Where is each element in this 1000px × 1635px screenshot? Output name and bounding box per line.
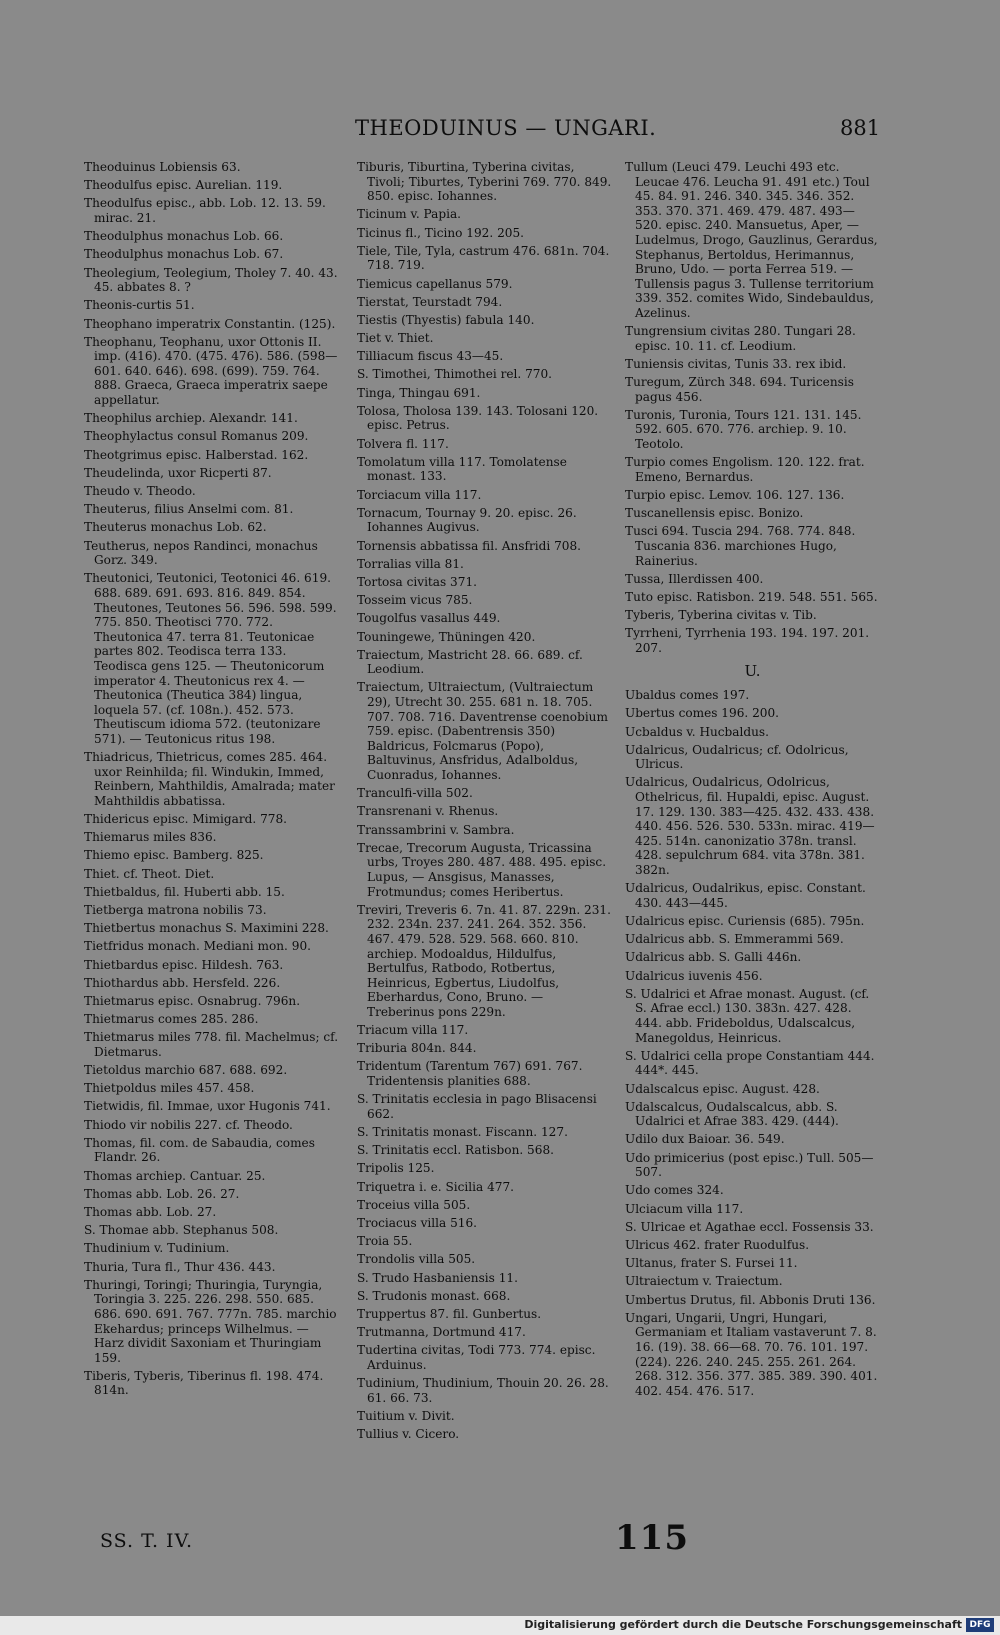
index-entry: Ucbaldus v. Hucbaldus.: [625, 724, 769, 739]
credit-text: Digitalisierung gefördert durch die Deutsche Forschungsgemeinschaft: [524, 1618, 962, 1631]
index-entry: Udalricus, Oudalricus, Odolricus, Othelricus, fil. Hupaldi, episc. August. 17. 129. 130. 383—425. 432. 433. 438. 440. 456. 526. 530. 533n. mirac. 419—425. 514n. canonizatio 378n. transl. 428. sepulchrum 684. vita 378n. 381. 382n.: [625, 775, 875, 878]
index-entry: Tiemicus capellanus 579.: [357, 276, 513, 291]
index-entry: Tullius v. Cicero.: [357, 1427, 460, 1442]
index-entry: Transrenani v. Rhenus.: [357, 804, 499, 819]
index-entry: Theudo v. Theodo.: [84, 484, 196, 498]
index-entry: Udilo dux Baioar. 36. 549.: [625, 1132, 785, 1147]
index-entry: Tyrrheni, Tyrrhenia 193. 194. 197. 201. 207.: [625, 626, 870, 655]
index-entry: Udalricus abb. S. Galli 446n.: [625, 950, 802, 965]
index-entry: Tougolfus vasallus 449.: [357, 611, 501, 626]
index-entry: Theonis-curtis 51.: [84, 298, 195, 313]
sheet-number: 115: [615, 1518, 689, 1558]
index-entry: Ticinus fl., Ticino 192. 205.: [357, 225, 524, 240]
index-entry: Thomas, fil. com. de Sabaudia, comes Flandr. 26.: [84, 1135, 315, 1165]
index-entry: Tiestis (Thyestis) fabula 140.: [357, 312, 535, 327]
index-entry: Touningewe, Thüningen 420.: [357, 629, 536, 644]
index-entry: Thiemarus miles 836.: [84, 830, 217, 845]
index-entry: Udalricus abb. S. Emmerammi 569.: [625, 932, 844, 947]
index-entry: Tuscanellensis episc. Bonizo.: [625, 506, 804, 521]
index-entry: Tinga, Thingau 691.: [357, 385, 481, 400]
index-entry: S. Udalrici et Afrae monast. August. (cf. S. Afrae eccl.) 130. 383n. 427. 428. 444. abb. Frideboldus, Udalscalcus, Manegoldus, Heinricus.: [625, 986, 870, 1045]
index-entry: Turpio comes Engolism. 120. 122. frat. Emeno, Bernardus.: [625, 455, 865, 484]
index-entry: Ticinum v. Papia.: [357, 207, 462, 222]
index-entry: Tyberis, Tyberina civitas v. Tib.: [625, 608, 817, 623]
index-entry: Transsambrini v. Sambra.: [357, 822, 515, 837]
index-entry: Theodulphus monachus Lob. 66.: [84, 229, 284, 244]
index-entry: Ungari, Ungarii, Ungri, Hungari, Germaniam et Italiam vastaverunt 7. 8. 16. (19). 38. 66—68. 70. 76. 101. 197. (224). 226. 240. 245. 255. 261. 264. 268. 312. 356. 377. 385. 389. 390. 401. 402. 454. 476. 517.: [625, 1310, 878, 1398]
index-entry: Udo primicerius (post episc.) Tull. 505—507.: [625, 1150, 874, 1180]
index-entry: S. Trinitatis ecclesia in pago Blisacensi 662.: [357, 1092, 597, 1121]
index-entry: Tornacum, Tournay 9. 20. episc. 26. Iohannes Augivus.: [357, 505, 577, 535]
index-entry: S. Trudonis monast. 668.: [357, 1288, 511, 1303]
index-entry: Torralias villa 81.: [357, 556, 464, 571]
index-entry: Theodulphus monachus Lob. 67.: [84, 247, 284, 262]
index-entry: Thietmarus comes 285. 286.: [84, 1012, 259, 1027]
index-entry: Theoduinus Lobiensis 63.: [84, 160, 241, 174]
index-entry: Tiburis, Tiburtina, Tyberina civitas, Tivoli; Tiburtes, Tyberini 769. 770. 849. 850. episc. Iohannes.: [357, 160, 612, 204]
index-entry: Thiothardus abb. Hersfeld. 226.: [84, 975, 281, 990]
index-entry: Thietmarus episc. Osnabrug. 796n.: [84, 993, 301, 1008]
index-entry: Thidericus episc. Mimigard. 778.: [84, 812, 287, 827]
index-entry: Tomolatum villa 117. Tomolatense monast. 133.: [357, 454, 567, 484]
index-entry: Tolosa, Tholosa 139. 143. Tolosani 120. episc. Petrus.: [357, 403, 599, 433]
index-entry: Udalricus episc. Curiensis (685). 795n.: [625, 914, 865, 928]
index-entry: Theuterus monachus Lob. 62.: [84, 520, 267, 535]
index-entry: Theophylactus consul Romanus 209.: [84, 429, 309, 444]
index-entry: Triquetra i. e. Sicilia 477.: [357, 1179, 515, 1194]
index-entry: Truppertus 87. fil. Gunbertus.: [357, 1306, 542, 1321]
index-entry: Ulciacum villa 117.: [625, 1201, 744, 1216]
index-entry: S. Trudo Hasbaniensis 11.: [357, 1270, 518, 1285]
index-entry: Thietpoldus miles 457. 458.: [84, 1081, 255, 1096]
index-entry: Thuringi, Toringi; Thuringia, Turyngia, Toringia 3. 225. 226. 298. 550. 685. 686. 690. 691. 767. 777n. 785. marchio Ekehardus; princeps Wilhelmus. — Harz dividit Saxoniam et Thuringiam 159.: [84, 1277, 337, 1365]
index-entry: Tiet v. Thiet.: [357, 331, 434, 346]
index-entry: Tortosa civitas 371.: [357, 574, 477, 589]
index-entry: Tietfridus monach. Mediani mon. 90.: [84, 939, 311, 954]
index-entry: Treviri, Treveris 6. 7n. 41. 87. 229n. 231. 232. 234n. 237. 241. 264. 352. 356. 467. 479. 528. 529. 568. 660. 810. archiep. Modoaldus, Hildulfus, Bertulfus, Ratbodo, Rotbertus, Heinricus, Egbertus, Liudolfus, Eberhardus, Cono, Bruno. — Treberinus pons 229n.: [357, 902, 611, 1019]
index-entry: Udo comes 324.: [625, 1183, 724, 1198]
index-entry: Udalscalcus episc. August. 428.: [625, 1081, 820, 1096]
index-entry: Theodulfus episc., abb. Lob. 12. 13. 59. mirac. 21.: [84, 196, 326, 225]
index-entry: Tietwidis, fil. Immae, uxor Hugonis 741.: [84, 1099, 331, 1114]
index-entry: Trutmanna, Dortmund 417.: [357, 1325, 526, 1340]
index-entry: Tietoldus marchio 687. 688. 692.: [84, 1063, 288, 1078]
index-entry: Thiadricus, Thietricus, comes 285. 464. uxor Reinhilda; fil. Windukin, Immed, Reinbern, Mahthildis, Amalrada; mater Mahthildis abbatissa.: [84, 750, 335, 808]
section-letter: U.: [744, 661, 761, 680]
index-entry: Tusci 694. Tuscia 294. 768. 774. 848. Tuscania 836. marchiones Hugo, Rainerius.: [625, 524, 856, 568]
digitization-credit-bar: [0, 1616, 1000, 1635]
index-column-3: [625, 160, 880, 1402]
index-entry: Tullum (Leuci 479. Leuchi 493 etc. Leucae 476. Leucha 91. 491 etc.) Toul 45. 84. 91. 246. 340. 345. 346. 352. 353. 370. 371. 469. 479. 487. 493—520. episc. 240. Mansuetus, Aper, — Ludelmus, Drogo, Gauzlinus, Gerardus, Stephanus, Bertoldus, Herimannus, Bruno, Udo. — porta Ferrea 519. — Tullensis pagus 3. Tullense territorium 339. 352. comites Wido, Sindebauldus, Azelinus.: [625, 160, 878, 320]
index-entry: Thietmarus miles 778. fil. Machelmus; cf. Dietmarus.: [84, 1030, 339, 1059]
index-entry: Thomas abb. Lob. 26. 27.: [84, 1186, 240, 1201]
index-entry: Tornensis abbatissa fil. Ansfridi 708.: [357, 538, 582, 553]
index-entry: Theolegium, Teolegium, Tholey 7. 40. 43. 45. abbates 8. ?: [84, 265, 338, 295]
index-entry: Tolvera fl. 117.: [357, 436, 449, 451]
index-entry: Tungrensium civitas 280. Tungari 28. episc. 10. 11. cf. Leodium.: [625, 324, 856, 353]
index-entry: Ubaldus comes 197.: [625, 688, 750, 703]
index-entry: Udalricus iuvenis 456.: [625, 968, 763, 983]
index-entry: Turonis, Turonia, Tours 121. 131. 145. 592. 605. 670. 776. archiep. 9. 10. Teotolo.: [625, 407, 862, 452]
index-entry: Tussa, Illerdissen 400.: [625, 571, 764, 586]
index-entry: Theutonici, Teutonici, Teotonici 46. 619. 688. 689. 691. 693. 816. 849. 854. Theutones, Teutones 56. 596. 598. 599. 775. 850. Theotisci 770. 772. Theutonica 47. terra 81. Teutonicae partes 802. Teodisca terra 133. Teodisca gens 125. — Theutonicorum imperator 4. Theutonicus rex 4. — Theutonica (Theutica 384) lingua, loquela 57. (cf. 108n.). 452. 573. Theutiscum idioma 572. (teutonizare 571). — Teutonicus ritus 198.: [84, 571, 337, 746]
index-entry: Thomas abb. Lob. 27.: [84, 1204, 217, 1219]
running-title: THEODUINUS — UNGARI.: [355, 116, 657, 140]
index-entry: Tuitium v. Divit.: [357, 1408, 455, 1423]
index-entry: Triburia 804n. 844.: [357, 1041, 477, 1056]
index-entry: Thiet. cf. Theot. Diet.: [84, 866, 215, 881]
index-entry: Ultraiectum v. Traiectum.: [625, 1274, 783, 1289]
page-header: [0, 116, 1000, 146]
index-entry: S. Timothei, Thimothei rel. 770.: [357, 367, 552, 382]
index-entry: Thietbardus episc. Hildesh. 763.: [84, 957, 284, 972]
volume-signature: SS. T. IV.: [100, 1530, 194, 1552]
index-entry: Tuto episc. Ratisbon. 219. 548. 551. 565.: [625, 589, 878, 604]
index-entry: Udalricus, Oudalrikus, episc. Constant. 430. 443—445.: [625, 881, 866, 910]
index-entry: Theuterus, filius Anselmi com. 81.: [84, 502, 294, 517]
index-entry: Thietbertus monachus S. Maximini 228.: [84, 921, 329, 936]
index-entry: Troia 55.: [357, 1234, 413, 1249]
index-entry: Tuniensis civitas, Tunis 33. rex ibid.: [625, 356, 847, 371]
index-entry: S. Trinitatis monast. Fiscann. 127.: [357, 1125, 568, 1140]
index-entry: Trondolis villa 505.: [357, 1252, 476, 1267]
index-entry: Tudinium, Thudinium, Thouin 20. 26. 28. 61. 66. 73.: [357, 1376, 609, 1405]
index-entry: S. Trinitatis eccl. Ratisbon. 568.: [357, 1143, 554, 1158]
index-entry: Udalscalcus, Oudalscalcus, abb. S. Udalrici et Afrae 383. 429. (444).: [625, 1099, 839, 1129]
index-entry: Triacum villa 117.: [357, 1023, 469, 1038]
index-entry: Ultanus, frater S. Fursei 11.: [625, 1256, 798, 1271]
index-entry: Teutherus, nepos Randinci, monachus Gorz. 349.: [84, 538, 318, 568]
index-entry: Theotgrimus episc. Halberstad. 162.: [84, 447, 309, 462]
index-entry: Thuria, Tura fl., Thur 436. 443.: [84, 1259, 276, 1274]
index-column-2: [357, 160, 612, 1445]
index-entry: Traiectum, Ultraiectum, (Vultraiectum 29), Utrecht 30. 255. 681 n. 18. 705. 707. 708. 716. Daventrense coenobium 759. episc. (Dabentrensis 350) Baldricus, Folcmarus (Popo), Baltuvinus, Ansfridus, Adalboldus, Cuonradus, Iohannes.: [357, 680, 608, 783]
index-entry: Thudinium v. Tudinium.: [84, 1241, 230, 1256]
index-entry: Theophano imperatrix Constantin. (125).: [84, 316, 336, 331]
index-entry: Turpio episc. Lemov. 106. 127. 136.: [625, 488, 845, 503]
index-entry: Thietbaldus, fil. Huberti abb. 15.: [84, 884, 285, 899]
index-entry: Turegum, Zürch 348. 694. Turicensis pagus 456.: [625, 375, 854, 404]
index-entry: Traiectum, Mastricht 28. 66. 689. cf. Leodium.: [357, 647, 583, 677]
index-entry: Udalricus, Oudalricus; cf. Odolricus, Ulricus.: [625, 742, 849, 772]
index-entry: Tridentum (Tarentum 767) 691. 767. Tridentensis planities 688.: [357, 1059, 583, 1089]
index-entry: Theudelinda, uxor Ricperti 87.: [84, 465, 272, 480]
index-entry: Troceius villa 505.: [357, 1197, 471, 1212]
index-entry: Tietberga matrona nobilis 73.: [84, 902, 267, 917]
index-entry: S. Thomae abb. Stephanus 508.: [84, 1223, 279, 1238]
index-entry: Trecae, Trecorum Augusta, Tricassina urbs, Troyes 280. 487. 488. 495. episc. Lupus, — Ansgisus, Manasses, Frotmundus; comes Heribertus.: [357, 840, 607, 899]
index-entry: Thomas archiep. Cantuar. 25.: [84, 1168, 266, 1183]
index-entry: Tranculfi-villa 502.: [357, 786, 473, 801]
index-entry: Umbertus Drutus, fil. Abbonis Druti 136.: [625, 1292, 876, 1307]
index-entry: Trociacus villa 516.: [357, 1215, 478, 1230]
index-entry: Tosseim vicus 785.: [357, 593, 473, 608]
dfg-logo: DFG: [966, 1618, 994, 1632]
index-entry: Theodulfus episc. Aurelian. 119.: [84, 178, 283, 193]
index-entry: S. Ulricae et Agathae eccl. Fossensis 33.: [625, 1219, 874, 1234]
index-entry: Thiemo episc. Bamberg. 825.: [84, 848, 264, 863]
index-entry: Torciacum villa 117.: [357, 487, 482, 502]
page-number: 881: [840, 116, 881, 140]
index-entry: Thiodo vir nobilis 227. cf. Theodo.: [84, 1117, 293, 1132]
index-entry: Tierstat, Teurstadt 794.: [357, 294, 503, 309]
index-entry: S. Udalrici cella prope Constantiam 444. 444*. 445.: [625, 1048, 875, 1078]
index-entry: Ulricus 462. frater Ruodulfus.: [625, 1238, 810, 1252]
index-entry: Tiberis, Tyberis, Tiberinus fl. 198. 474. 814n.: [84, 1368, 324, 1398]
index-entry: Theophanu, Teophanu, uxor Ottonis II. imp. (416). 470. (475. 476). 586. (598—601. 640. 646). 698. (699). 759. 764. 888. Graeca, Graeca imperatrix saepe appellatur.: [84, 334, 338, 408]
index-entry: Ubertus comes 196. 200.: [625, 706, 780, 721]
index-entry: Tilliacum fiscus 43—45.: [357, 349, 504, 364]
index-entry: Tiele, Tile, Tyla, castrum 476. 681n. 704. 718. 719.: [357, 243, 610, 273]
index-entry: Tripolis 125.: [357, 1161, 435, 1176]
index-entry: Theophilus archiep. Alexandr. 141.: [84, 411, 298, 426]
index-entry: Tudertina civitas, Todi 773. 774. episc. Arduinus.: [357, 1343, 596, 1372]
index-column-1: [84, 160, 342, 1402]
